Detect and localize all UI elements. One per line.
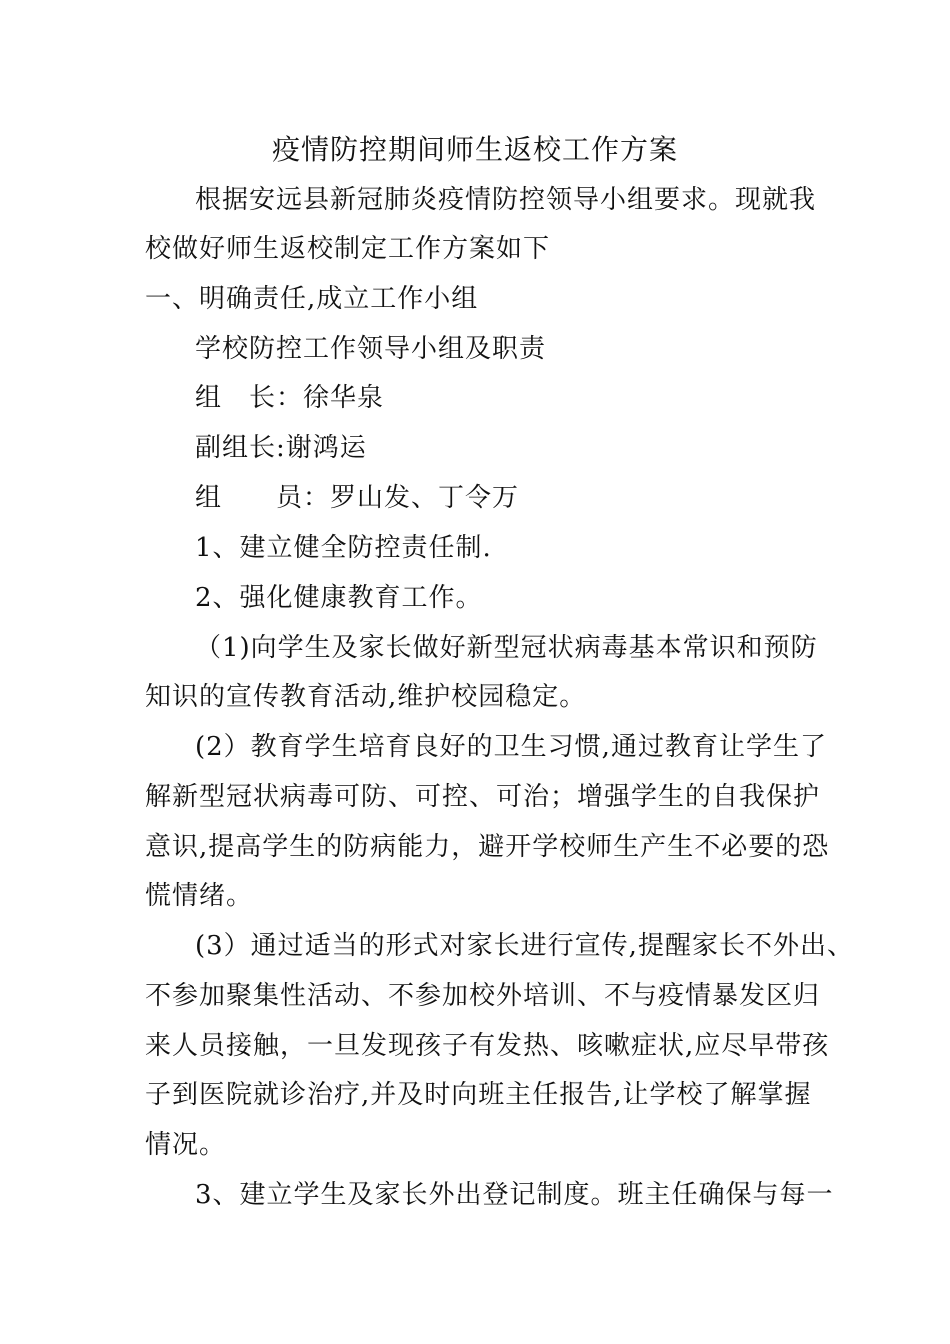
- paragraph-line: 组 员：罗山发、丁令万: [195, 483, 520, 513]
- paragraph-line: 组 长：徐华泉: [195, 383, 385, 413]
- paragraph-line: 来人员接触，一旦发现孩子有发热、咳嗽症状,应尽早带孩: [145, 1031, 830, 1061]
- paragraph-line: 校做好师生返校制定工作方案如下: [145, 234, 551, 264]
- paragraph-line: 慌情绪。: [145, 881, 254, 911]
- paragraph-line: (3）通过适当的形式对家长进行宣传,提醒家长不外出、: [195, 931, 854, 961]
- paragraph-line: 解新型冠状病毒可防、可控、可治；增强学生的自我保护: [145, 782, 821, 812]
- paragraph-line: 副组长:谢鸿运: [195, 433, 367, 463]
- document-title: 疫情防控期间师生返校工作方案: [271, 133, 678, 166]
- paragraph-line: (2）教育学生培育良好的卫生习惯,通过教育让学生了: [195, 732, 827, 762]
- paragraph-line: 知识的宣传教育活动,维护校园稳定。: [145, 682, 587, 712]
- section-heading: 一、明确责任,成立工作小组: [145, 284, 479, 314]
- paragraph-line: 根据安远县新冠肺炎疫情防控领导小组要求。现就我: [195, 185, 817, 215]
- paragraph-line: 学校防控工作领导小组及职责: [195, 334, 547, 364]
- paragraph-line: （1)向学生及家长做好新型冠状病毒基本常识和预防: [195, 633, 818, 663]
- paragraph-line: 子到医院就诊治疗,并及时向班主任报告,让学校了解掌握: [145, 1080, 812, 1110]
- paragraph-line: 1、建立健全防控责任制.: [195, 533, 492, 563]
- paragraph-line: 2、强化健康教育工作。: [195, 583, 483, 613]
- paragraph-line: 意识,提高学生的防病能力，避开学校师生产生不必要的恐: [145, 832, 830, 862]
- paragraph-line: 情况。: [145, 1130, 227, 1160]
- paragraph-line: 3、建立学生及家长外出登记制度。班主任确保与每一: [195, 1180, 834, 1210]
- paragraph-line: 不参加聚集性活动、不参加校外培训、不与疫情暴发区归: [145, 981, 821, 1011]
